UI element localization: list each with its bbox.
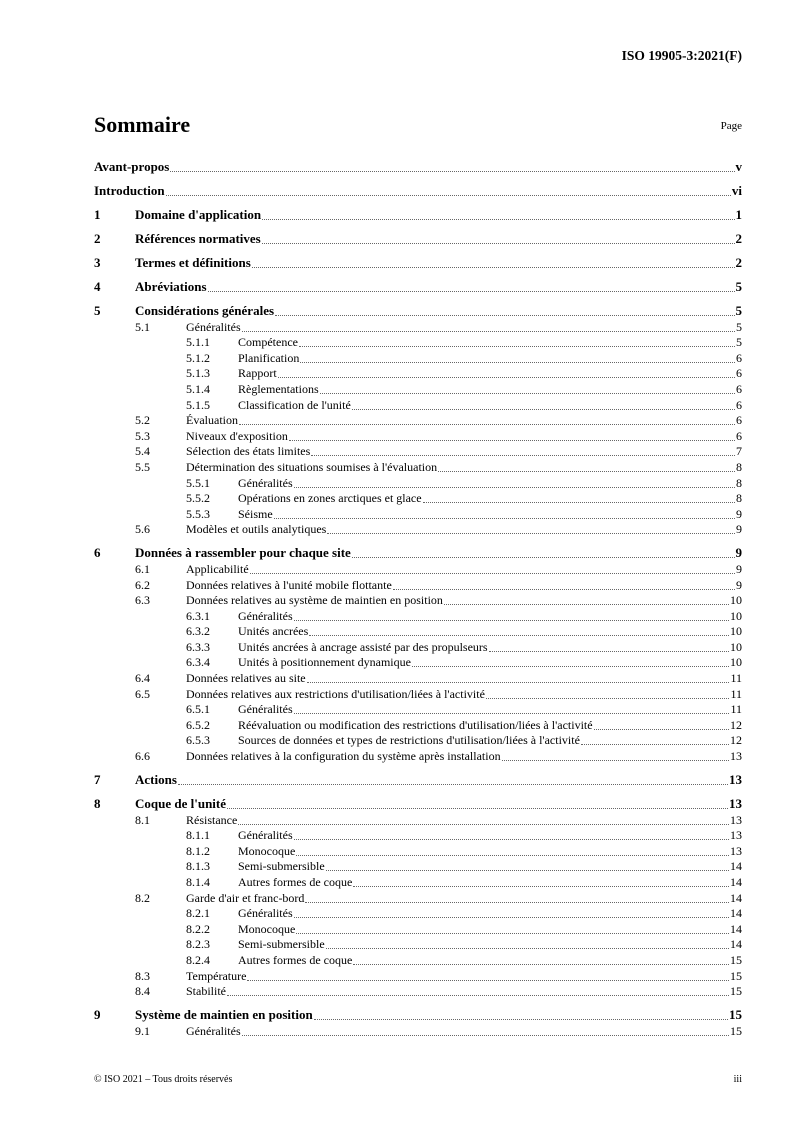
toc-entry[interactable] [94, 295, 742, 319]
toc-entry-title: Résistance [186, 812, 238, 827]
toc-entry-number: 8 [94, 796, 101, 812]
toc-entry-title: Généralités [238, 906, 293, 921]
dot-leader [353, 964, 729, 965]
dot-leader [294, 713, 730, 714]
toc-entry-title: Rapport [238, 366, 277, 381]
toc-entry[interactable] [94, 952, 742, 968]
toc-entry[interactable] [94, 561, 742, 577]
toc-entry-number: 8.1.1 [186, 828, 210, 843]
toc-entry-page: 6 [736, 350, 742, 365]
dot-leader [166, 195, 731, 196]
toc-entry-page: 13 [730, 843, 742, 858]
toc-entry[interactable] [94, 828, 742, 844]
toc-entry[interactable] [94, 577, 742, 593]
toc-entry-page: 2 [735, 255, 742, 270]
toc-entry-number: 8.2.4 [186, 952, 210, 967]
toc-entry-number: 5.2 [135, 413, 150, 428]
toc-entry-number: 9 [94, 1007, 101, 1023]
toc-entry-number: 8.1.4 [186, 875, 210, 889]
page-number: iii [733, 1074, 742, 1085]
toc-entry-page: 13 [730, 812, 742, 827]
toc-entry-page: 8 [736, 491, 742, 506]
toc-entry-number: 3 [94, 255, 101, 270]
toc-entry[interactable] [94, 593, 742, 609]
toc-entry-number: 6.5 [135, 686, 150, 701]
copyright-footer: © ISO 2021 – Tous droits réservés [94, 1074, 233, 1085]
toc-entry-title: Considérations générales [135, 303, 275, 318]
toc-entry-page: 9 [736, 577, 742, 592]
toc-entry[interactable] [94, 968, 742, 984]
dot-leader [326, 948, 729, 949]
toc-entry-number: 8.4 [135, 984, 150, 999]
dot-leader [412, 666, 729, 667]
toc-entry-title: Généralités [238, 475, 293, 490]
dot-leader [300, 362, 735, 363]
dot-leader [278, 377, 735, 378]
toc-entry-page: vi [731, 183, 742, 198]
toc-entry-number: 1 [94, 207, 101, 222]
toc-entry[interactable] [94, 271, 742, 295]
toc-entry-title: Avant-propos [94, 159, 170, 174]
toc-entry-title: Abréviations [135, 279, 207, 294]
toc-entry-page: 6 [736, 366, 742, 381]
dot-leader [178, 784, 728, 785]
toc-entry[interactable] [94, 670, 742, 686]
toc-entry[interactable] [94, 686, 742, 702]
toc-entry-number: 8.2.2 [186, 921, 210, 936]
toc-entry-number: 5.4 [135, 444, 150, 459]
toc-entry-title: Monocoque [238, 843, 296, 858]
toc-entry[interactable] [94, 444, 742, 460]
toc-entry-number: 8.3 [135, 968, 150, 983]
dot-leader [227, 808, 728, 809]
toc-entry-page: 6 [736, 397, 742, 412]
toc-entry-page: 5 [736, 319, 742, 334]
toc-entry[interactable] [94, 890, 742, 906]
toc-entry-page: 11 [730, 686, 742, 701]
toc-entry-number: 6.2 [135, 577, 150, 592]
toc-entry-number: 5.1.1 [186, 335, 210, 350]
toc-entry-number: 5.3 [135, 428, 150, 443]
toc-entry-title: Monocoque [238, 921, 296, 936]
toc-entry[interactable] [94, 906, 742, 922]
toc-entry-page: 14 [730, 890, 742, 905]
toc-entry-page: 10 [730, 608, 742, 623]
toc-entry-title: Opérations en zones arctiques et glace [238, 491, 422, 506]
toc-entry-title: Compétence [238, 335, 298, 350]
toc-entry-title: Niveaux d'exposition [186, 428, 288, 443]
dot-leader [250, 573, 735, 574]
toc-entry-title: Séisme [238, 506, 273, 521]
toc-entry-title: Domaine d'application [135, 207, 262, 222]
toc-entry[interactable] [94, 748, 742, 764]
toc-entry[interactable] [94, 639, 742, 655]
toc-entry-title: Généralités [238, 828, 293, 843]
dot-leader [305, 902, 729, 903]
toc-entry-number: 5.5.3 [186, 506, 210, 521]
toc-entry-title: Sélection des états limites [186, 444, 311, 459]
toc-entry-page: 12 [730, 717, 742, 732]
dot-leader [242, 1035, 729, 1036]
toc-entry-number: 8.2.1 [186, 906, 210, 921]
toc-entry-page: 13 [729, 796, 742, 812]
toc-entry-number: 5 [94, 303, 101, 318]
toc-entry[interactable] [94, 608, 742, 624]
toc-entry-number: 5.5 [135, 459, 150, 474]
toc-entry[interactable] [94, 475, 742, 491]
toc-entry[interactable] [94, 812, 742, 828]
dot-leader [326, 870, 729, 871]
toc-entry-page: 7 [736, 444, 742, 459]
dot-leader [352, 557, 735, 558]
toc-entry-page: 5 [736, 335, 742, 350]
toc-entry[interactable] [94, 428, 742, 444]
toc-entry-number: 6.5.2 [186, 717, 210, 732]
toc-entry-title: Stabilité [186, 984, 226, 999]
toc-entry[interactable] [94, 522, 742, 538]
toc-entry-page: 8 [736, 459, 742, 474]
toc-entry[interactable] [94, 199, 742, 223]
toc-entry-number: 5.1.4 [186, 381, 210, 396]
toc-entry-number: 5.5.1 [186, 475, 210, 490]
toc-entry-title: Semi-submersible [238, 859, 325, 874]
dot-leader [444, 604, 729, 605]
dot-leader [294, 487, 735, 488]
toc-entry[interactable] [94, 937, 742, 953]
dot-leader [227, 995, 729, 996]
toc-entry-number: 6 [94, 545, 101, 561]
toc-entry-title: Généralités [186, 319, 241, 334]
toc-entry-page: 1 [735, 207, 742, 222]
toc-entry-page: 2 [735, 231, 742, 246]
toc-entry-title: Actions [135, 772, 177, 788]
toc-entry[interactable] [94, 506, 742, 522]
toc-entry-number: 9.1 [135, 1023, 150, 1038]
toc-entry-page: 10 [730, 624, 742, 639]
dot-leader [320, 393, 735, 394]
toc-entry-page: 6 [736, 428, 742, 443]
toc-entry-title: Modèles et outils analytiques [186, 522, 327, 537]
toc-entry[interactable] [94, 859, 742, 875]
toc-entry-page: 10 [730, 639, 742, 654]
toc-entry-page: 12 [730, 733, 742, 748]
toc-entry-number: 5.1.2 [186, 350, 210, 365]
toc-entry-title: Semi-submersible [238, 937, 325, 952]
toc-entry-number: 6.4 [135, 671, 150, 686]
toc-entry-number: 6.6 [135, 749, 150, 764]
toc-entry-title: Température [186, 968, 247, 983]
dot-leader [238, 824, 729, 825]
toc-entry-title: Garde d'air et franc-bord [186, 890, 305, 905]
dot-leader [502, 760, 729, 761]
dot-leader [239, 424, 735, 425]
toc-entry-number: 8.2.3 [186, 937, 210, 952]
toc-entry-number: 8.1.3 [186, 859, 210, 874]
toc-entry[interactable] [94, 335, 742, 351]
toc-entry[interactable] [94, 223, 742, 247]
toc-entry-number: 8.1.2 [186, 843, 210, 858]
toc-entry-number: 6.5.1 [186, 702, 210, 717]
page-column-label: Page [720, 120, 742, 132]
toc-entry-page: 8 [736, 475, 742, 490]
toc-entry-title: Détermination des situations soumises à l'évaluation [186, 459, 438, 474]
dot-leader [275, 315, 734, 316]
toc-entry[interactable] [94, 459, 742, 475]
toc-entry-title: Unités ancrées à ancrage assisté par des propulseurs [238, 639, 488, 654]
toc-entry[interactable] [94, 366, 742, 382]
toc-entry-number: 5.6 [135, 522, 150, 537]
toc-entry-page: 14 [730, 921, 742, 936]
toc-entry-number: 6.3.3 [186, 639, 210, 654]
toc-entry-page: 5 [735, 303, 742, 318]
toc-entry-page: 14 [730, 937, 742, 952]
dot-leader [309, 635, 729, 636]
toc-entry-title: Évaluation [186, 413, 238, 428]
toc-entry[interactable] [94, 350, 742, 366]
toc-entry-page: 9 [736, 561, 742, 576]
dot-leader [352, 409, 735, 410]
toc-entry-page: 9 [735, 545, 742, 561]
toc-entry-page: 15 [729, 1007, 742, 1023]
toc-entry-title: Généralités [186, 1023, 241, 1038]
toc-entry-page: 15 [730, 968, 742, 983]
toc-entry-page: 11 [730, 671, 742, 686]
toc-entry-title: Données relatives à la configuration du système après installation [186, 749, 501, 764]
dot-leader [247, 980, 729, 981]
toc-entry[interactable] [94, 1023, 742, 1039]
toc-entry-title: Généralités [238, 702, 293, 717]
toc-entry-page: 11 [730, 702, 742, 717]
dot-leader [594, 729, 729, 730]
toc-entry-number: 6.3.4 [186, 655, 210, 670]
dot-leader [438, 471, 735, 472]
dot-leader [296, 933, 729, 934]
dot-leader [486, 698, 730, 699]
toc-entry-page: 10 [730, 593, 742, 608]
toc-entry-title: Coque de l'unité [135, 796, 227, 812]
dot-leader [170, 171, 734, 172]
dot-leader [296, 855, 729, 856]
toc-entry[interactable] [94, 843, 742, 859]
dot-leader [208, 291, 735, 292]
toc-entry-title: Règlementations [238, 381, 319, 396]
toc-entry[interactable] [94, 537, 742, 561]
toc-entry[interactable] [94, 702, 742, 718]
toc-entry-number: 5.5.2 [186, 491, 210, 506]
toc-entry-page: 10 [730, 655, 742, 670]
toc-entry[interactable] [94, 655, 742, 671]
toc-entry-number: 5.1 [135, 319, 150, 334]
toc-entry-title: Classification de l'unité [238, 397, 351, 412]
dot-leader [311, 455, 735, 456]
toc-entry-title: Données relatives aux restrictions d'utilisation/liées à l'activité [186, 686, 485, 701]
toc-entry-number: 8.1 [135, 812, 150, 827]
toc-entry-title: Données relatives au site [186, 671, 306, 686]
toc-entry-number: 6.5.3 [186, 733, 210, 748]
toc-entry[interactable] [94, 319, 742, 335]
toc-entry[interactable] [94, 247, 742, 271]
toc-entry[interactable] [94, 874, 742, 890]
toc-entry-page: 5 [735, 279, 742, 294]
toc-entry[interactable] [94, 624, 742, 640]
toc-entry-page: 14 [730, 906, 742, 921]
toc-entry[interactable] [94, 788, 742, 812]
toc-entry-title: Données à rassembler pour chaque site [135, 545, 351, 561]
toc-entry-title: Applicabilité [186, 561, 249, 576]
toc-entry-title: Planification [238, 350, 300, 365]
toc-entry[interactable] [94, 999, 742, 1023]
toc-entry-page: 6 [736, 413, 742, 428]
toc-entry-page: 13 [730, 828, 742, 843]
toc-entry-page: v [735, 159, 742, 174]
toc-entry-number: 7 [94, 772, 101, 788]
toc-entry-title: Autres formes de coque [238, 875, 353, 889]
toc-entry-title: Données relatives à l'unité mobile flottante [186, 577, 392, 592]
toc-entry-number: 5.1.3 [186, 366, 210, 381]
toc-entry-page: 15 [730, 1023, 742, 1038]
toc-entry[interactable] [94, 984, 742, 1000]
document-id-header: ISO 19905-3:2021(F) [621, 48, 742, 63]
toc-entry-title: Unités à positionnement dynamique [238, 655, 411, 670]
toc-entry-page: 13 [729, 772, 742, 788]
toc-entry-number: 8.2 [135, 890, 150, 905]
dot-leader [581, 744, 729, 745]
toc-entry-title: Unités ancrées [238, 624, 309, 639]
table-of-contents [94, 153, 742, 1039]
dot-leader [423, 502, 735, 503]
toc-entry-title: Données relatives au système de maintien en position [186, 593, 443, 608]
dot-leader [353, 886, 729, 887]
toc-entry[interactable] [94, 491, 742, 507]
toc-entry[interactable] [94, 717, 742, 733]
toc-entry-page: 13 [730, 749, 742, 764]
toc-entry[interactable] [94, 153, 742, 175]
toc-entry-title: Sources de données et types de restrictions d'utilisation/liées à l'activité [238, 733, 580, 748]
toc-entry-title: Système de maintien en position [135, 1007, 313, 1023]
toc-entry[interactable] [94, 921, 742, 937]
toc-entry[interactable] [94, 764, 742, 788]
toc-entry-title: Références normatives [135, 231, 261, 246]
dot-leader [299, 346, 735, 347]
dot-leader [314, 1019, 728, 1020]
toc-entry-number: 6.3.2 [186, 624, 210, 639]
dot-leader [327, 533, 735, 534]
dot-leader [294, 620, 729, 621]
toc-entry-title: Introduction [94, 183, 165, 198]
dot-leader [289, 440, 735, 441]
dot-leader [294, 917, 729, 918]
toc-entry[interactable] [94, 397, 742, 413]
toc-entry[interactable] [94, 733, 742, 749]
toc-entry-title: Termes et définitions [135, 255, 251, 270]
toc-entry-number: 6.3 [135, 593, 150, 608]
toc-entry[interactable] [94, 175, 742, 199]
toc-entry-page: 6 [736, 381, 742, 396]
toc-entry-page: 9 [736, 522, 742, 537]
toc-entry-title: Généralités [238, 608, 293, 623]
toc-entry-number: 5.1.5 [186, 397, 210, 412]
dot-leader [262, 243, 735, 244]
dot-leader [252, 267, 735, 268]
toc-entry[interactable] [94, 413, 742, 429]
toc-entry-number: 6.3.1 [186, 608, 210, 623]
dot-leader [489, 651, 729, 652]
toc-entry-page: 15 [730, 952, 742, 967]
toc-entry-number: 6.1 [135, 561, 150, 576]
dot-leader [307, 682, 730, 683]
toc-entry-page: 15 [730, 984, 742, 999]
dot-leader [274, 518, 735, 519]
dot-leader [242, 331, 735, 332]
toc-entry-page: 14 [730, 859, 742, 874]
dot-leader [262, 219, 734, 220]
toc-entry-page: 14 [730, 875, 742, 889]
toc-entry-number: 4 [94, 279, 101, 294]
dot-leader [294, 839, 729, 840]
page-title: Sommaire [94, 112, 191, 137]
toc-entry[interactable] [94, 381, 742, 397]
toc-entry-number: 2 [94, 231, 101, 246]
dot-leader [393, 589, 735, 590]
toc-entry-title: Autres formes de coque [238, 952, 353, 967]
toc-entry-title: Réévaluation ou modification des restrictions d'utilisation/liées à l'activité [238, 717, 593, 732]
toc-entry-page: 9 [736, 506, 742, 521]
